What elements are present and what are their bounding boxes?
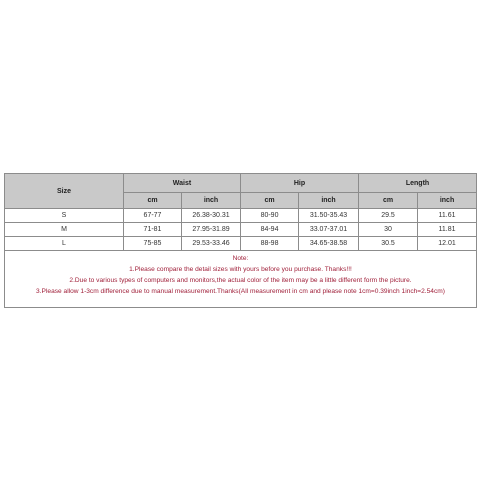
note-line-3: 3.Please allow 1-3cm difference due to manual measurement.Thanks(All measurement in cm and please note 1cm=0.39inch 1inch=2.54cm) [36,288,445,295]
note-title: Note: [232,255,249,262]
hip-cm-cell: 80-90 [241,209,299,223]
length-cm-cell: 30.5 [359,237,418,251]
waist-cm-cell: 67-77 [124,209,182,223]
hip-inch-cell: 33.07-37.01 [299,223,359,237]
unit-header-hip-cm: cm [241,193,299,209]
unit-header-waist-inch: inch [182,193,241,209]
length-inch-cell: 11.61 [418,209,477,223]
hip-inch-cell: 31.50-35.43 [299,209,359,223]
waist-cm-cell: 75-85 [124,237,182,251]
length-cm-cell: 30 [359,223,418,237]
waist-inch-cell: 27.95-31.89 [182,223,241,237]
size-label: S [5,209,124,223]
length-header: Length [359,174,477,193]
note-cell [5,251,477,308]
note-row [5,251,477,308]
unit-header-waist-cm: cm [124,193,182,209]
size-label: L [5,237,124,251]
unit-header-hip-inch: inch [299,193,359,209]
hip-cm-cell: 88-98 [241,237,299,251]
hip-cm-cell: 84-94 [241,223,299,237]
waist-inch-cell: 29.53-33.46 [182,237,241,251]
length-inch-cell: 12.01 [418,237,477,251]
size-label: M [5,223,124,237]
hip-header: Hip [241,174,359,193]
length-cm-cell: 29.5 [359,209,418,223]
size-header: Size [5,174,124,209]
table-row [5,237,477,251]
waist-cm-cell: 71-81 [124,223,182,237]
unit-header-length-cm: cm [359,193,418,209]
table-row [5,223,477,237]
note-line-1: 1.Please compare the detail sizes with yours before you purchase. Thanks!!! [129,266,352,273]
hip-inch-cell: 34.65-38.58 [299,237,359,251]
waist-inch-cell: 26.38-30.31 [182,209,241,223]
unit-header-length-inch: inch [418,193,477,209]
waist-header: Waist [124,174,241,193]
group-header-row [5,174,477,193]
table-row [5,209,477,223]
size-chart-table [4,173,477,308]
note-line-2: 2.Due to various types of computers and monitors,the actual color of the item may be a little different form the picture. [69,277,412,284]
length-inch-cell: 11.81 [418,223,477,237]
